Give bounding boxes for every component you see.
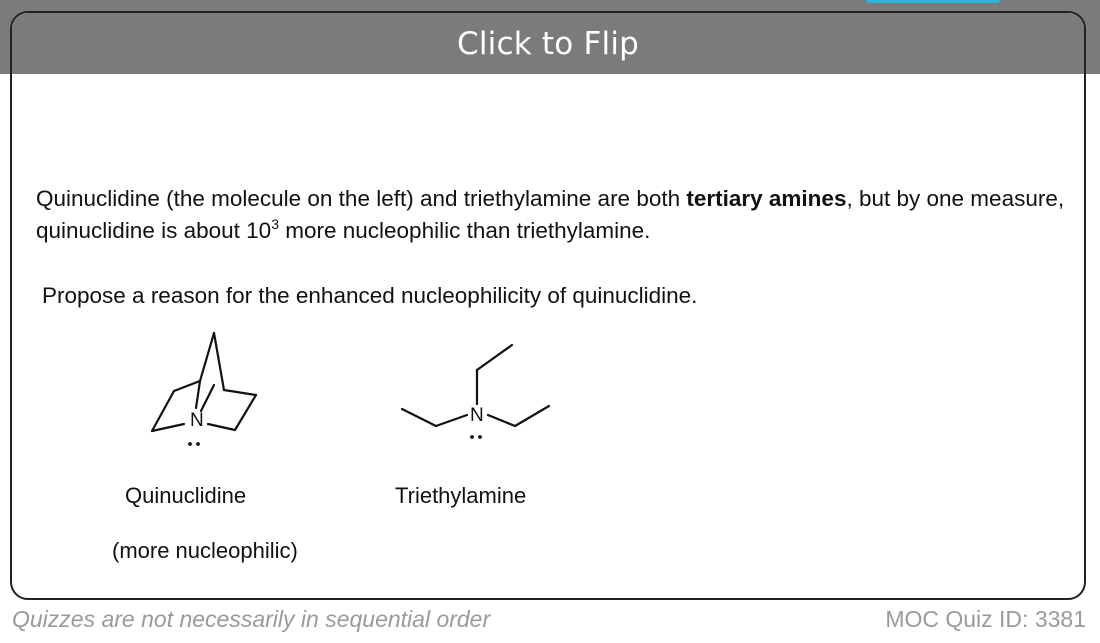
footer-disclaimer: Quizzes are not necessarily in sequential order <box>12 606 491 632</box>
question-exponent: 3 <box>271 216 279 232</box>
quinuclidine-lone-pair-dot <box>188 442 192 446</box>
triethylamine-lone-pair-dot <box>470 435 474 439</box>
quinuclidine-bond <box>196 381 200 408</box>
accent-tab[interactable] <box>866 0 1000 3</box>
question-part-2: , but by one measure, quinuclidine is about 10 <box>36 186 1065 243</box>
quinuclidine-bond <box>152 391 174 431</box>
quinuclidine-bond <box>201 385 214 411</box>
quinuclidine-bond <box>224 390 256 395</box>
structures-figure <box>12 13 1086 600</box>
triethylamine-lone-pair-dot <box>478 435 482 439</box>
triethylamine-bond <box>436 415 467 426</box>
triethylamine-bond <box>488 415 515 426</box>
quinuclidine-label: Quinuclidine <box>125 483 247 508</box>
quinuclidine-bond <box>208 424 235 430</box>
quinuclidine-bond <box>174 381 200 391</box>
triethylamine-bond <box>515 406 549 426</box>
question-bold-term: tertiary amines <box>686 186 847 211</box>
quinuclidine-structure <box>152 333 256 431</box>
quinuclidine-bond <box>152 424 184 431</box>
flashcard[interactable] <box>10 11 1086 600</box>
flip-label: Click to Flip <box>456 25 640 62</box>
quiz-id: MOC Quiz ID: 3381 <box>885 606 1086 632</box>
quinuclidine-bond <box>235 395 256 430</box>
triethylamine-bond <box>477 345 512 370</box>
triethylamine-n-label: N <box>470 405 484 426</box>
question-prompt: Propose a reason for the enhanced nucleophilicity of quinuclidine. <box>42 283 698 308</box>
quinuclidine-note: (more nucleophilic) <box>112 538 298 563</box>
question-part-1: Quinuclidine (the molecule on the left) and triethylamine are both <box>36 186 687 211</box>
quinuclidine-lone-pair-dot <box>196 442 200 446</box>
question-part-3: more nucleophilic than triethylamine. <box>278 218 651 243</box>
quinuclidine-n-label: N <box>190 410 204 431</box>
quinuclidine-bond <box>214 333 224 390</box>
triethylamine-label: Triethylamine <box>395 483 527 508</box>
triethylamine-bond <box>402 409 436 426</box>
quinuclidine-bond <box>200 333 214 381</box>
